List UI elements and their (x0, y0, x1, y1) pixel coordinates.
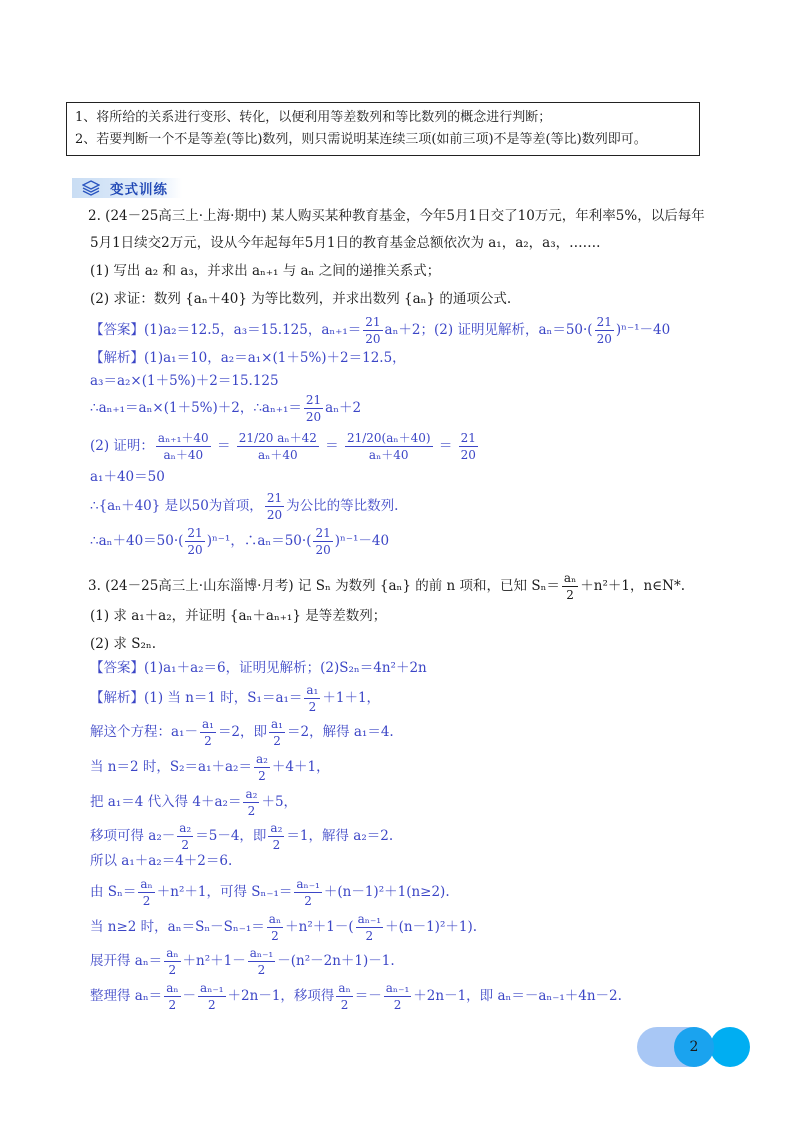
step-text: 移项可得 a₂－ (90, 828, 176, 844)
step-text: ＋1＋1， (322, 690, 381, 706)
fraction-denominator: 2 (258, 769, 266, 783)
step-text: (2) 证明： (90, 438, 154, 454)
fraction (198, 982, 226, 1011)
step-text: －(n²－2n＋1)－1. (277, 953, 395, 969)
fraction-denominator: 2 (340, 998, 349, 1012)
fraction-denominator: 2 (365, 929, 374, 943)
badge-circle-right (710, 1027, 750, 1067)
fraction (156, 432, 211, 461)
fraction-denominator: 2 (247, 804, 256, 818)
page-number: 2 (689, 1039, 699, 1055)
fraction-text: 21 (238, 431, 255, 445)
stem-text: ＋n²＋1，n∈N*. (580, 578, 686, 594)
fraction-text: 21 (346, 431, 363, 445)
q2-part1: (1) 写出 a₂ 和 a₃，并求出 aₙ₊₁ 与 aₙ 之间的递推关系式； (90, 263, 441, 279)
q2-stem-line1: 2. (24－25高三上·上海·期中) 某人购买某种教育基金，今年5月1日交了10万元，年利率5%，以后每年 (88, 208, 705, 224)
step-text: ＋(n－1)²＋1(n≥2). (323, 884, 450, 900)
page-number-badge (637, 1027, 750, 1067)
q2-analysis-step2: a₃＝a₂×(1＋5%)＋2＝15.125 (90, 373, 279, 389)
fraction-numerator: a₁ (271, 717, 283, 731)
tip-line-1: 1、将所给的关系进行变形、转化，以便利用等差数列和等比数列的概念进行判断； (75, 110, 552, 125)
q2-part2: (2) 求证：数列 {aₙ＋40} 为等比数列，并求出数列 {aₙ} 的通项公式. (90, 291, 512, 307)
step-text: ＋n²＋1－( (285, 919, 354, 935)
fraction (243, 788, 259, 817)
step-text: ∴aₙ₊₁＝aₙ×(1＋5%)＋2，∴aₙ₊₁＝ (90, 400, 302, 416)
q3-analysis-step4 (90, 788, 297, 817)
fraction-denominator: 20 (187, 543, 203, 557)
fraction (304, 684, 320, 713)
q3-part2: (2) 求 S₂ₙ. (90, 636, 156, 652)
analysis-tag: 【解析】 (90, 350, 144, 366)
step-text: ∴aₙ＋40＝50·( (90, 533, 184, 549)
fraction-numerator: a₁ (201, 717, 214, 731)
fraction (200, 718, 216, 747)
fraction-text: (aₙ＋40) (381, 431, 431, 445)
fraction-numerator: a₂ (255, 752, 268, 766)
q3-analysis-step1 (90, 684, 380, 713)
fraction (254, 753, 270, 782)
fraction (265, 492, 284, 521)
step-text: ＋2n－1，移项得 (227, 988, 335, 1004)
fraction-denominator: 20 (460, 448, 476, 462)
fraction-numerator: aₙ₋₁ (385, 981, 410, 995)
fraction-denominator: 2 (204, 734, 212, 748)
fraction-denominator: 2 (308, 700, 317, 714)
step-text: ＋n²＋1－ (182, 953, 246, 969)
fraction-numerator: 21 (315, 526, 331, 540)
fraction-denominator: 2 (566, 588, 574, 602)
fraction (237, 432, 319, 461)
fraction-denominator: 2 (393, 998, 402, 1012)
fraction-denominator: 2 (168, 963, 177, 977)
fraction-numerator: aₙ (268, 912, 282, 926)
q3-answer (90, 657, 427, 679)
fraction-numerator: 21 (187, 526, 203, 540)
step-text: 解这个方程：a₁－ (90, 724, 198, 740)
section-label: 变式训练 (110, 182, 168, 198)
fraction-denominator: 2 (207, 998, 216, 1012)
fraction (164, 982, 180, 1011)
fraction (336, 982, 352, 1011)
fraction (268, 822, 284, 851)
tip-line-2: 2、若要判断一个不是等差(等比)数列，则只需说明某连续三项(如前三项)不是等差(等比)数列即可。 (75, 132, 647, 147)
step-text: )ⁿ⁻¹，∴aₙ＝50·( (206, 533, 312, 549)
tips-box (66, 102, 700, 156)
fraction-text: aₙ＋42 (277, 431, 317, 445)
q2-analysis-step1 (90, 347, 406, 369)
step-text: 展开得 aₙ＝ (90, 953, 163, 969)
q3-analysis-step9 (90, 947, 395, 976)
q2-analysis-step4: (2) 证明： $\frac{\text{aₙ₊₁＋40}}{\text{aₙ＋40}}$ ＝ $\frac{\text{21/20 aₙ＋42}}{\text{aₙ＋40}}$ ＝ $\frac{\text{21/20(aₙ＋40)}}{\text{aₙ＋40}}$ ＝ $\frac{21}{20}$ (90, 431, 476, 462)
fraction-numerator: aₙ (563, 571, 577, 585)
step-text: ＋n²＋1，可得 Sₙ₋₁＝ (156, 884, 293, 900)
step-text: 把 a₁＝4 代入得 4＋a₂＝ (90, 794, 242, 810)
step-text: ∴{aₙ＋40} 是以50为首项， (90, 498, 263, 514)
fraction (363, 316, 382, 345)
step-text: ＝5－4，即 (195, 828, 267, 844)
q2-stem-line2: 5月1日续交2万元，设从今年起每年5月1日的教育基金总额依次为 a₁，a₂，a₃，……. (90, 235, 601, 251)
step-text: ＝－ (354, 988, 382, 1004)
stack-layers-icon (82, 180, 100, 196)
fraction (164, 947, 180, 976)
fraction (356, 913, 384, 942)
fraction-numerator: 21/20 aₙ＋42 (238, 431, 317, 445)
fraction-numerator: aₙ₋₁ (357, 912, 382, 926)
answer-part: )ⁿ⁻¹－40 (615, 322, 671, 338)
fraction (384, 982, 412, 1011)
step-text: － (182, 988, 197, 1004)
step-text: 为公比的等比数列. (286, 498, 399, 514)
q3-analysis-step5 (90, 822, 393, 851)
fraction-numerator: 21 (305, 393, 322, 407)
analysis-tag: 【解析】 (90, 690, 144, 706)
fraction-denominator: aₙ＋40 (368, 448, 409, 462)
q3-analysis-step10 (90, 982, 622, 1011)
q2-analysis-step5: a₁＋40＝50 (90, 469, 165, 485)
step-text: 由 Sₙ＝ (90, 884, 137, 900)
fraction-numerator: a₂ (179, 821, 192, 835)
fraction-denominator: 20 (315, 543, 331, 557)
fraction-denominator: aₙ＋40 (258, 448, 298, 462)
fraction (313, 527, 332, 556)
fraction (267, 913, 283, 942)
fraction-denominator: 2 (142, 894, 151, 908)
fraction (459, 432, 478, 461)
fraction-denominator: 20 (365, 332, 381, 346)
fraction (138, 878, 154, 907)
fraction-denominator: 2 (272, 838, 281, 852)
q3-analysis-step2 (90, 718, 394, 747)
fraction-denominator: 2 (273, 734, 281, 748)
fraction-numerator: aₙ (140, 877, 153, 891)
q3-stem (88, 572, 685, 601)
step-text: ＝1，解得 a₂＝2. (286, 828, 394, 844)
q3-part1: (1) 求 a₁＋a₂，并证明 {aₙ＋aₙ₊₁} 是等差数列； (90, 608, 387, 624)
fraction (177, 822, 193, 851)
fraction-numerator: a₂ (245, 787, 258, 801)
fraction-numerator: a₁ (306, 683, 319, 697)
fraction (248, 947, 276, 976)
q2-analysis-step6 (90, 492, 398, 521)
step-text: 当 n＝2 时，S₂＝a₁＋a₂＝ (90, 759, 252, 775)
fraction-numerator: 21 (365, 315, 381, 329)
q3-analysis-step7 (90, 878, 450, 907)
fraction-numerator: 21 (460, 431, 476, 445)
fraction-denominator: aₙ＋40 (163, 448, 204, 462)
answer-tag: 【答案】 (90, 660, 144, 676)
q2-analysis-step3 (90, 394, 361, 423)
step-text: ＝2，即 (217, 724, 268, 740)
fraction-denominator: 2 (271, 929, 279, 943)
step-text: aₙ＋2 (325, 400, 362, 416)
q2-analysis-step7 (90, 527, 389, 556)
step-text: (1)a₁＝10，a₂＝a₁×(1＋5%)＋2＝12.5， (144, 350, 406, 366)
step-text: ＋(n－1)²＋1). (385, 919, 478, 935)
fraction-numerator: aₙ (166, 946, 179, 960)
fraction-numerator: 21 (266, 491, 283, 505)
step-text: 整理得 aₙ＝ (90, 988, 163, 1004)
answer-part: (1)a₂＝12.5，a₃＝15.125，aₙ₊₁＝ (144, 322, 362, 338)
fraction-numerator: aₙ₋₁ (296, 877, 320, 891)
fraction-numerator: 21 (596, 315, 612, 329)
section-header-variant-training (72, 178, 182, 198)
fraction-denominator: 20 (305, 410, 322, 424)
fraction-denominator: 2 (257, 963, 266, 977)
fraction (345, 432, 433, 461)
fraction-numerator: aₙ (166, 981, 179, 995)
fraction-denominator: 2 (181, 838, 190, 852)
q2-answer (90, 316, 670, 345)
step-text: ＋5， (261, 794, 298, 810)
step-text: ＝2，解得 a₁＝4. (287, 724, 394, 740)
fraction-numerator: aₙ₋₁ (200, 981, 224, 995)
answer-tag: 【答案】 (90, 322, 144, 338)
fraction (562, 572, 578, 601)
step-text: ＋2n－1，即 aₙ＝－aₙ₋₁＋4n－2. (413, 988, 622, 1004)
fraction-denominator: 20 (596, 332, 612, 346)
fraction (269, 718, 285, 747)
fraction-numerator: aₙ₊₁＋40 (157, 431, 209, 445)
fraction (304, 394, 323, 423)
step-text: )ⁿ⁻¹－40 (334, 533, 390, 549)
fraction (294, 878, 322, 907)
step-text: (1) 当 n＝1 时，S₁＝a₁＝ (144, 690, 303, 706)
q3-analysis-step8 (90, 913, 477, 942)
fraction-numerator: a₂ (270, 821, 283, 835)
fraction (595, 316, 614, 345)
fraction-numerator: aₙ₋₁ (249, 946, 274, 960)
fraction-text: 20 (258, 431, 274, 445)
fraction-numerator: 21/20(aₙ＋40) (346, 431, 431, 445)
step-text: ＋4＋1， (271, 759, 330, 775)
q3-analysis-step6: 所以 a₁＋a₂＝4＋2＝6. (90, 853, 233, 869)
q3-analysis-step3 (90, 753, 330, 782)
fraction-numerator: aₙ (338, 981, 351, 995)
fraction-denominator: 20 (266, 508, 283, 522)
fraction-denominator: 2 (304, 894, 312, 908)
fraction (185, 527, 204, 556)
answer-part: aₙ＋2；(2) 证明见解析，aₙ＝50·( (384, 322, 593, 338)
fraction-denominator: 2 (168, 998, 177, 1012)
step-text: 当 n≥2 时，aₙ＝Sₙ－Sₙ₋₁＝ (90, 919, 265, 935)
fraction-text: 20 (366, 431, 382, 445)
stem-text: 3. (24－25高三上·山东淄博·月考) 记 Sₙ 为数列 {aₙ} 的前 n 项和，已知 Sₙ＝ (88, 578, 560, 594)
answer-text: (1)a₁＋a₂＝6，证明见解析；(2)S₂ₙ＝4n²＋2n (144, 660, 427, 676)
